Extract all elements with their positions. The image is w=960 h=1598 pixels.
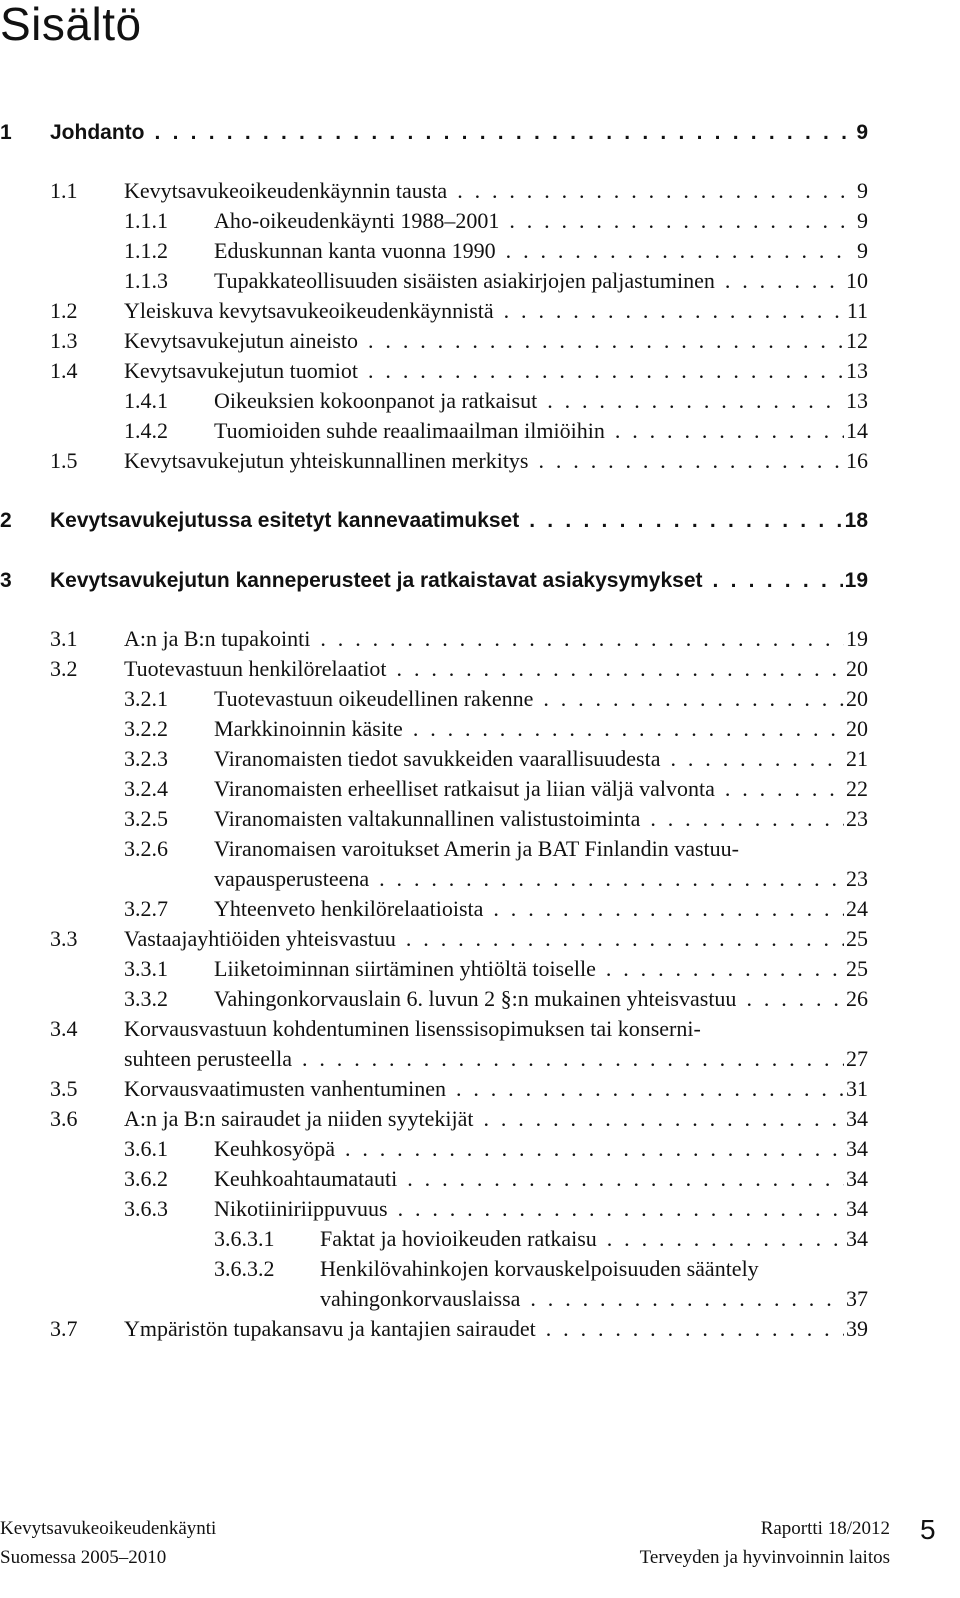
toc-entry[interactable]	[0, 954, 868, 984]
toc-entry-page: 9	[856, 121, 868, 144]
toc-entry-title: Viranomaisten valtakunnallinen valistustoiminta	[214, 806, 641, 831]
toc-leader-dots	[358, 326, 844, 356]
toc-leader-dots	[703, 566, 843, 596]
toc-entry-page: 25	[846, 926, 868, 951]
toc-entry-number: 3.6.3.2	[214, 1256, 275, 1281]
toc-leader-dots	[736, 984, 844, 1014]
toc-leader-dots	[403, 714, 844, 744]
toc-entry-page: 20	[846, 716, 868, 741]
toc-entry[interactable]	[0, 684, 868, 714]
toc-entry-page: 34	[846, 1166, 868, 1191]
toc-entry-number: 3	[0, 569, 12, 592]
toc-entry-title: Tuomioiden suhde reaalimaailman ilmiöihin	[214, 418, 605, 443]
toc-entry-page: 25	[846, 956, 868, 981]
toc-entry[interactable]	[0, 296, 868, 326]
toc-entry[interactable]	[0, 446, 868, 476]
toc-entry-page: 9	[857, 178, 868, 203]
toc-leader-dots	[519, 506, 842, 536]
toc-entry-page: 37	[846, 1286, 868, 1311]
toc-entry-title: Kevytsavukeoikeudenkäynnin tausta	[124, 178, 448, 203]
toc-entry-number: 3.6	[50, 1106, 78, 1131]
toc-entry-number: 3.2	[50, 656, 78, 681]
toc-entry-page: 21	[846, 746, 868, 771]
toc-leader-dots	[661, 744, 845, 774]
toc-leader-dots	[388, 1194, 844, 1224]
toc-entry-title: Kevytsavukejutussa esitetyt kannevaatimukset	[50, 509, 520, 532]
toc-entry[interactable]	[0, 984, 868, 1014]
toc-leader-dots	[596, 954, 844, 984]
toc-leader-dots	[537, 386, 844, 416]
toc-entry-number: 1.3	[50, 328, 78, 353]
toc-leader-dots	[483, 894, 844, 924]
toc-entry-number: 3.1	[50, 626, 78, 651]
toc-entry[interactable]	[0, 1014, 868, 1044]
toc-entry[interactable]	[0, 1254, 868, 1284]
toc-entry-continuation[interactable]	[0, 1044, 868, 1074]
toc-entry-title: Tuotevastuun oikeudellinen rakenne	[214, 686, 534, 711]
toc-entry[interactable]	[0, 744, 868, 774]
toc-entry-page: 16	[846, 448, 868, 473]
toc-entry-number: 3.2.3	[124, 746, 168, 771]
toc-entry-title: Vastaajayhtiöiden yhteisvastuu	[124, 926, 396, 951]
toc-entry-page: 34	[846, 1196, 868, 1221]
toc-entry-number: 3.7	[50, 1316, 78, 1341]
toc-leader-dots	[446, 1074, 844, 1104]
toc-entry-continuation[interactable]	[0, 864, 868, 894]
toc-entry[interactable]	[0, 356, 868, 386]
toc-entry-number: 3.2.5	[124, 806, 168, 831]
toc-entry-page: 18	[844, 509, 868, 532]
toc-entry-title: Yhteenveto henkilörelaatioista	[214, 896, 484, 921]
toc-entry-number: 3.3.1	[124, 956, 168, 981]
toc-entry-number: 3.6.2	[124, 1166, 168, 1191]
footer-report	[632, 1514, 890, 1572]
toc-entry[interactable]	[0, 566, 868, 596]
toc-entry-number: 3.2.4	[124, 776, 168, 801]
toc-entry-title: Kevytsavukejutun tuomiot	[124, 358, 359, 383]
toc-entry-title: A:n ja B:n sairaudet ja niiden syytekijät	[124, 1106, 474, 1131]
toc-entry-page: 34	[846, 1106, 868, 1131]
toc-entry[interactable]	[0, 714, 868, 744]
toc-entry-title: Markkinoinnin käsite	[214, 716, 403, 741]
toc-entry-number: 3.6.3.1	[214, 1226, 275, 1251]
toc-entry[interactable]	[0, 236, 868, 266]
toc-entry-title: Vahingonkorvauslain 6. luvun 2 §:n mukainen yhteisvastuu	[214, 986, 737, 1011]
toc-entry-title-continuation: vapausperusteena	[214, 866, 370, 891]
toc-entry[interactable]	[0, 1314, 868, 1344]
toc-entry-title-continuation: vahingonkorvauslaissa	[320, 1286, 521, 1311]
toc-entry-page: 34	[846, 1136, 868, 1161]
toc-entry[interactable]	[0, 804, 868, 834]
toc-entry-title: Aho-oikeudenkäynti 1988–2001	[214, 208, 500, 233]
toc-entry[interactable]	[0, 1104, 868, 1134]
toc-entry-title: Keuhkosyöpä	[214, 1136, 335, 1161]
toc-entry[interactable]	[0, 1224, 868, 1254]
toc-leader-dots	[640, 804, 844, 834]
toc-entry-title: Oikeuksien kokoonpanot ja ratkaisut	[214, 388, 538, 413]
toc-leader-dots	[499, 206, 855, 236]
toc-entry-title: Yleiskuva kevytsavukeoikeudenkäynnistä	[124, 298, 494, 323]
toc-entry-number: 1.1.3	[124, 268, 168, 293]
toc-leader-dots	[496, 236, 855, 266]
footer-publication	[0, 1514, 216, 1572]
toc-entry-page: 14	[846, 418, 868, 443]
toc-leader-dots	[529, 446, 845, 476]
toc-entry[interactable]	[0, 1134, 868, 1164]
toc-entry[interactable]	[0, 266, 868, 296]
toc-entry-number: 3.6.3	[124, 1196, 168, 1221]
footer-publisher: Terveyden ja hyvinvoinnin laitos	[639, 1547, 890, 1568]
toc-entry-number: 1.5	[50, 448, 78, 473]
toc-leader-dots	[715, 266, 844, 296]
toc-leader-dots	[494, 296, 845, 326]
toc-entry-title: Liiketoiminnan siirtäminen yhtiöltä toiselle	[214, 956, 596, 981]
toc-entry[interactable]	[0, 206, 868, 236]
toc-entry-page: 11	[846, 298, 868, 323]
toc-entry-title: Henkilövahinkojen korvauskelpoisuuden sääntely	[320, 1256, 759, 1281]
toc-leader-dots	[397, 1164, 844, 1194]
toc-entry-page: 23	[846, 806, 868, 831]
toc-entry-continuation[interactable]	[0, 1284, 868, 1314]
toc-entry-number: 3.2.6	[124, 836, 168, 861]
toc-entry-page: 12	[846, 328, 868, 353]
toc-entry-title-continuation: suhteen perusteella	[124, 1046, 292, 1071]
toc-entry[interactable]	[0, 924, 868, 954]
toc-entry-title: A:n ja B:n tupakointi	[124, 626, 311, 651]
toc-entry-page: 39	[846, 1316, 868, 1341]
footer-report-number: Raportti 18/2012	[760, 1518, 890, 1539]
toc-entry-number: 1.2	[50, 298, 78, 323]
footer-publication-title: Kevytsavukeoikeudenkäynti	[0, 1518, 217, 1539]
toc-entry[interactable]	[0, 1194, 868, 1224]
toc-entry-number: 3.3.2	[124, 986, 168, 1011]
toc-entry[interactable]	[0, 416, 868, 446]
toc-leader-dots	[369, 864, 844, 894]
toc-leader-dots	[715, 774, 844, 804]
toc-entry[interactable]	[0, 1164, 868, 1194]
toc-entry-number: 1.1.2	[124, 238, 168, 263]
toc-leader-dots	[396, 924, 844, 954]
toc-entry-title: Kevytsavukejutun yhteiskunnallinen merkitys	[124, 448, 529, 473]
toc-entry-title: Tupakkateollisuuden sisäisten asiakirjojen paljastuminen	[214, 268, 715, 293]
toc-entry-page: 20	[846, 656, 868, 681]
toc-leader-dots	[310, 624, 844, 654]
toc-entry[interactable]	[0, 386, 868, 416]
toc-entry[interactable]	[0, 834, 868, 864]
toc-leader-dots	[605, 416, 844, 446]
toc-entry-number: 1.4.2	[124, 418, 168, 443]
toc-entry[interactable]	[0, 326, 868, 356]
toc-entry[interactable]	[0, 506, 868, 536]
toc-entry-number: 3.2.2	[124, 716, 168, 741]
toc-leader-dots	[473, 1104, 844, 1134]
toc-leader-dots	[597, 1224, 844, 1254]
toc-leader-dots	[536, 1314, 844, 1344]
toc-leader-dots	[145, 118, 855, 148]
toc-entry[interactable]	[0, 118, 868, 148]
page-number: 5	[920, 1514, 936, 1545]
toc-leader-dots	[520, 1284, 844, 1314]
toc-entry-page: 19	[844, 569, 868, 592]
toc-leader-dots	[447, 176, 855, 206]
toc-entry-number: 1	[0, 121, 12, 144]
toc-entry-title: Eduskunnan kanta vuonna 1990	[214, 238, 496, 263]
toc-entry[interactable]	[0, 654, 868, 684]
toc-entry-page: 31	[846, 1076, 868, 1101]
toc-entry-number: 1.1.1	[124, 208, 168, 233]
toc-entry-page: 23	[846, 866, 868, 891]
toc-entry[interactable]	[0, 774, 868, 804]
toc-leader-dots	[387, 654, 844, 684]
toc-entry-title: Ympäristön tupakansavu ja kantajien sairaudet	[124, 1316, 536, 1341]
toc-entry[interactable]	[0, 1074, 868, 1104]
toc-entry-title: Tuotevastuun henkilörelaatiot	[124, 656, 387, 681]
toc-entry-page: 10	[846, 268, 868, 293]
toc-entry-number: 3.2.1	[124, 686, 168, 711]
toc-leader-dots	[533, 684, 844, 714]
toc-entry-title: Faktat ja hovioikeuden ratkaisu	[320, 1226, 597, 1251]
toc-entry-title: Kevytsavukejutun kanneperusteet ja ratkaistavat asiakysymykset	[50, 569, 703, 592]
page-title: Sisältö	[0, 0, 142, 50]
toc-entry-page: 24	[846, 896, 868, 921]
toc-entry-title: Kevytsavukejutun aineisto	[124, 328, 359, 353]
toc-entry-page: 9	[857, 238, 868, 263]
toc-entry-number: 3.5	[50, 1076, 78, 1101]
toc-entry-title: Johdanto	[50, 121, 145, 144]
toc-entry-page: 34	[846, 1226, 868, 1251]
toc-entry-title: Korvausvaatimusten vanhentuminen	[124, 1076, 446, 1101]
toc-entry-number: 2	[0, 509, 12, 532]
toc-entry-page: 22	[846, 776, 868, 801]
toc-entry-page: 13	[846, 358, 868, 383]
toc-entry-number: 1.1	[50, 178, 78, 203]
toc-entry-page: 26	[846, 986, 868, 1011]
toc-leader-dots	[335, 1134, 844, 1164]
toc-entry-number: 3.2.7	[124, 896, 168, 921]
toc-entry-page: 19	[846, 626, 868, 651]
toc-leader-dots	[292, 1044, 844, 1074]
toc-entry-title: Viranomaisten tiedot savukkeiden vaarallisuudesta	[214, 746, 661, 771]
toc-entry-number: 3.4	[50, 1016, 78, 1041]
toc-entry-title: Viranomaisen varoitukset Amerin ja BAT Finlandin vastuu-	[214, 836, 739, 861]
toc-entry-title: Viranomaisten erheelliset ratkaisut ja liian väljä valvonta	[214, 776, 715, 801]
toc-entry[interactable]	[0, 176, 868, 206]
toc-entry-number: 1.4.1	[124, 388, 168, 413]
toc-entry-title: Nikotiiniriippuvuus	[214, 1196, 388, 1221]
toc-entry[interactable]	[0, 624, 868, 654]
toc-entry[interactable]	[0, 894, 868, 924]
footer-publication-subtitle: Suomessa 2005–2010	[0, 1547, 167, 1568]
toc-entry-number: 3.3	[50, 926, 78, 951]
toc-entry-title: Korvausvastuun kohdentuminen lisenssisopimuksen tai konserni-	[124, 1016, 701, 1041]
toc-entry-title: Keuhkoahtaumatauti	[214, 1166, 398, 1191]
toc-entry-page: 9	[857, 208, 868, 233]
toc-entry-page: 13	[846, 388, 868, 413]
toc-leader-dots	[358, 356, 844, 386]
toc-entry-number: 3.6.1	[124, 1136, 168, 1161]
toc-entry-number: 1.4	[50, 358, 78, 383]
toc-entry-page: 27	[846, 1046, 868, 1071]
toc-entry-page: 20	[846, 686, 868, 711]
